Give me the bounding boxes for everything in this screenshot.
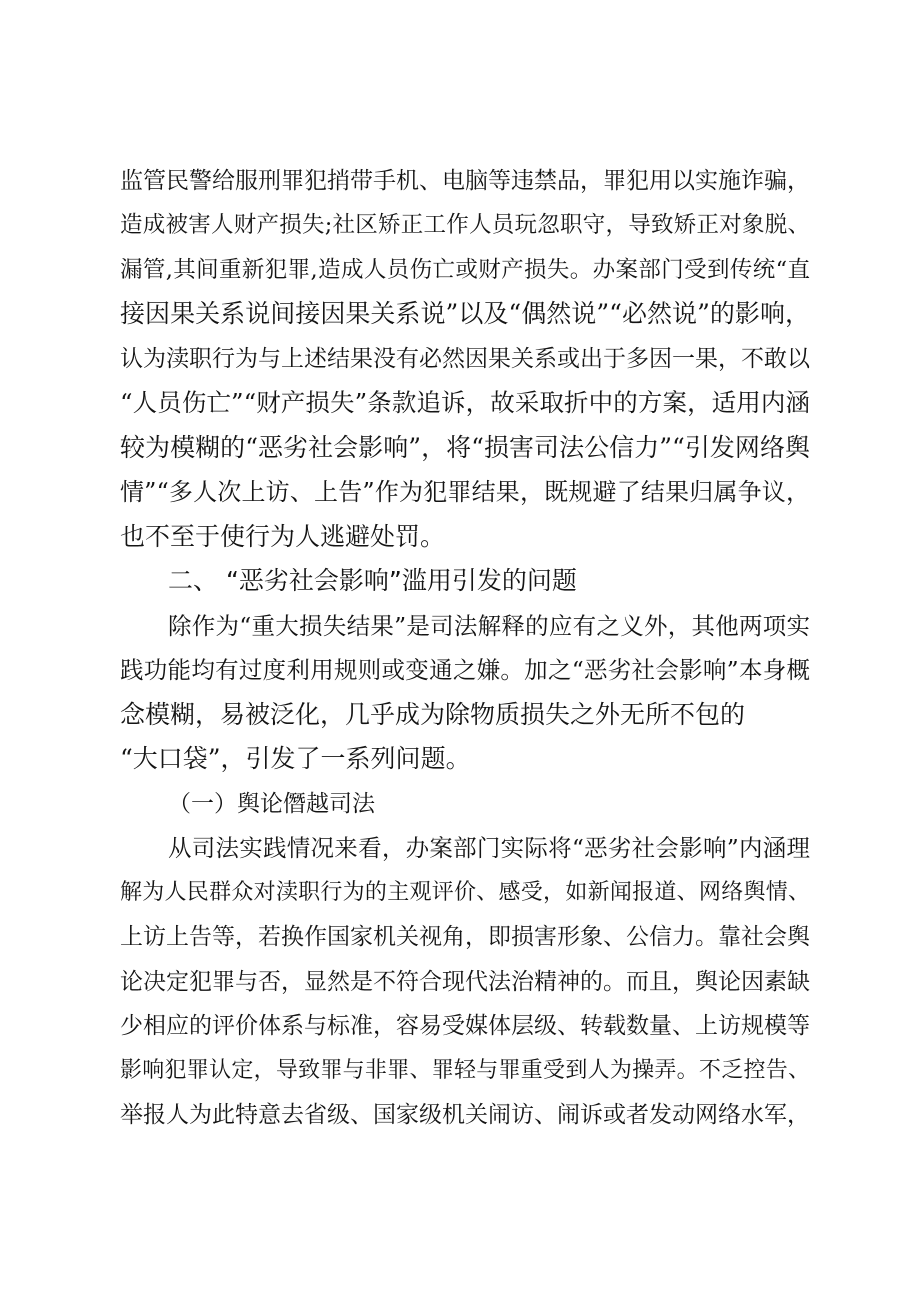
subsection-heading: （一）舆论僭越司法 <box>168 791 375 817</box>
paragraph-line: 解为人民群众对渎职行为的主观评价、感受，如新闻报道、网络舆情、 <box>120 880 810 905</box>
paragraph-line: 情”“多人次上访、上告”作为犯罪结果，既规避了结果归属争议， <box>120 478 810 506</box>
paragraph-line: 也不至于使行为人逃避处罚。 <box>120 522 446 551</box>
paragraph-line: 论决定犯罪与否，显然是不符合现代法治精神的。而且，舆论因素缺 <box>120 969 810 995</box>
paragraph-line: “大口袋”，引发了一系列问题。 <box>120 744 471 773</box>
paragraph-line: 监管民警给服刑罪犯捎带手机、电脑等违禁品，罪犯用以实施诈骗， <box>120 168 810 194</box>
section-heading: 二、 “恶劣社会影响”滥用引发的问题 <box>168 566 577 595</box>
paragraph-line: 造成被害人财产损失;社区矫正工作人员玩忽职守，导致矫正对象脱、 <box>120 212 810 238</box>
paragraph-line: 影响犯罪认定，导致罪与非罪、罪轻与罪重受到人为操弄。不乏控告、 <box>120 1058 810 1083</box>
paragraph-line: 念模糊，易被泛化，几乎成为除物质损失之外无所不包的 <box>120 700 746 729</box>
paragraph-line: 从司法实践情况来看，办案部门实际将“恶劣社会影响”内涵理 <box>168 834 810 862</box>
paragraph-line: 少相应的评价体系与标准，容易受媒体层级、转载数量、上访规模等 <box>120 1013 810 1039</box>
paragraph-line: 较为模糊的“恶劣社会影响”，将“损害司法公信力”“引发网络舆 <box>120 433 810 462</box>
paragraph-line: 漏管,其间重新犯罪,造成人员伤亡或财产损失。办案部门受到传统“直 <box>120 257 810 283</box>
paragraph-line: 举报人为此特意去省级、国家级机关闹访、闹诉或者发动网络水军， <box>120 1102 810 1128</box>
paragraph-line: 上访上告等，若换作国家机关视角，即损害形象、公信力。靠社会舆 <box>120 924 810 950</box>
paragraph-line: “人员伤亡”“财产损失”条款追诉，故采取折中的方案，适用内涵 <box>120 388 810 417</box>
paragraph-line: 除作为“重大损失结果”是司法解释的应有之义外，其他两项实 <box>168 612 810 640</box>
paragraph-line: 认为渎职行为与上述结果没有必然因果关系或出于多因一果，不敢以 <box>120 346 810 372</box>
paragraph-line: 接因果关系说间接因果关系说”以及“偶然说”“必然说”的影响， <box>120 299 810 328</box>
paragraph-line: 践功能均有过度利用规则或变通之嫌。加之“恶劣社会影响”本身概 <box>120 656 810 684</box>
